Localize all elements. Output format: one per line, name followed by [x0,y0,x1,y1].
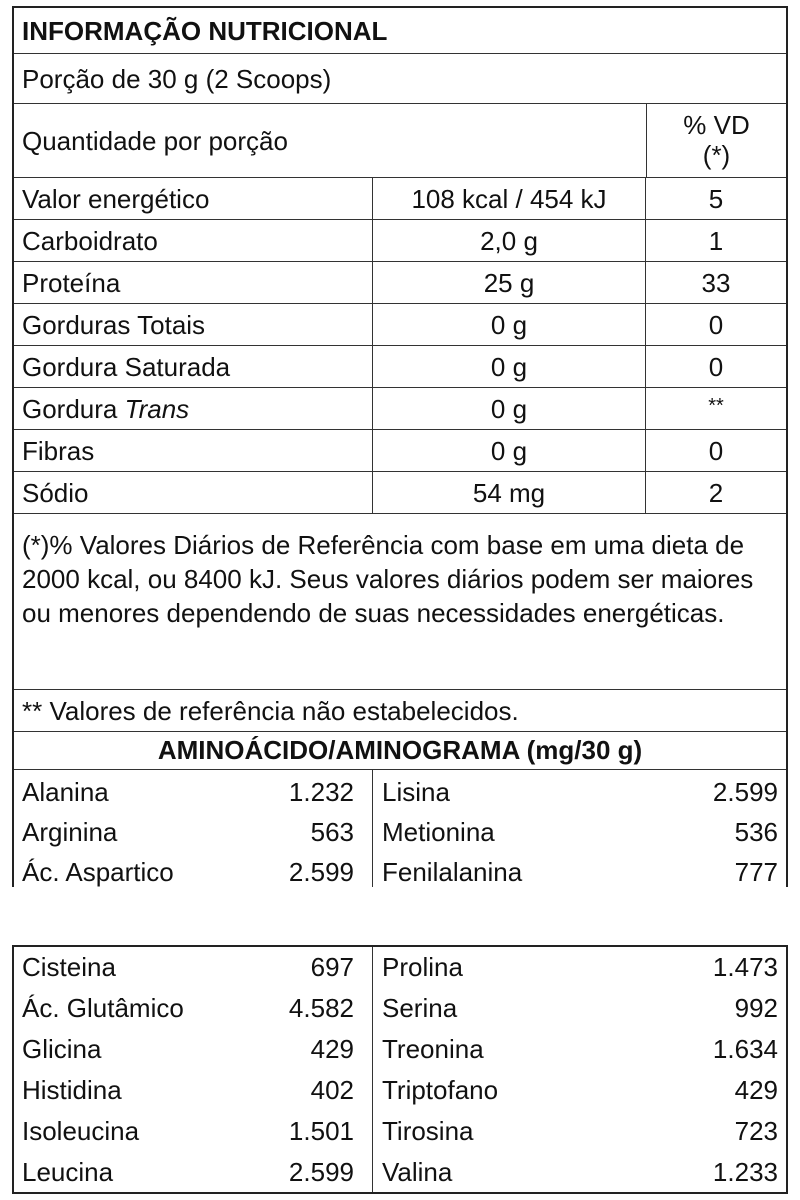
nutrient-name [22,388,378,429]
amino-row [14,947,786,987]
amino-name: Lisina [382,776,450,807]
amino-value: 4.582 [288,992,354,1023]
nutrient-name: Sódio [22,477,89,508]
nutrient-vd: 0 [708,309,724,340]
nutrient-name: Gorduras Totais [22,309,206,340]
amino-name: Isoleucina [22,1115,140,1146]
amino-value: 402 [310,1074,354,1105]
amino-value: 563 [310,816,354,847]
amino-name: Valina [382,1156,453,1187]
amino-name: Prolina [382,951,463,982]
nutrient-amount: 0 g [372,304,646,345]
amino-row [14,1029,786,1069]
amino-value: 429 [310,1033,354,1064]
amino-name: Ác. Glutâmico [22,992,184,1023]
label-title: INFORMAÇÃO NUTRICIONAL [14,8,786,54]
amino-row [14,852,786,892]
amino-name: Alanina [22,776,109,807]
amino-name: Leucina [22,1156,114,1187]
nutrient-vd: 1 [708,225,724,256]
amino-value: 1.232 [288,776,354,807]
nutrient-name: Gordura Saturada [22,351,231,382]
vd-header-line1: % VD [683,109,750,140]
nutrient-amount: 54 mg [372,472,646,513]
nutrient-name: Proteína [22,267,121,298]
nutrient-name: Fibras [22,435,95,466]
amino-name: Cisteina [22,951,116,982]
nutrient-name: Valor energético [22,183,210,214]
amino-name: Glicina [22,1033,102,1064]
vd-header [646,104,786,177]
nutrient-row [14,304,786,346]
nutrient-row [14,388,786,430]
amino-row [14,1152,786,1192]
daily-values-footnote: (*)% Valores Diários de Referência com base em uma dieta de 2000 kcal, ou 8400 kJ. Seus valores diários podem ser maiores ou menores dependendo de suas necessidades energéticas. [14,514,786,690]
nutrient-row [14,178,786,220]
nutrient-name-prefix: Gordura [22,393,118,424]
amino-row [14,1070,786,1110]
nutrient-vd: 0 [708,351,724,382]
aminogram-table-top [14,770,786,887]
nutrient-vd: 5 [708,183,724,214]
aminogram-table-bottom [12,945,788,1194]
nutrient-vd: 2 [708,477,724,508]
amino-value: 1.634 [712,1033,778,1064]
amino-name: Triptofano [382,1074,499,1105]
vd-header-line2: (*) [702,139,731,170]
amino-value: 723 [734,1115,778,1146]
amino-value: 429 [734,1074,778,1105]
nutrient-name-italic: Trans [124,393,190,424]
amino-value: 1.501 [288,1115,354,1146]
amino-row [14,988,786,1028]
amino-value: 992 [734,992,778,1023]
nutrient-amount: 0 g [372,388,646,429]
nutrient-amount: 25 g [372,262,646,303]
amino-value: 536 [734,816,778,847]
nutrition-facts-panel [12,6,788,887]
amino-row [14,1111,786,1151]
quantity-header: Quantidade por porção [22,125,288,156]
amino-row [14,772,786,812]
amino-name: Fenilalanina [382,856,523,887]
column-header-row [14,104,786,178]
serving-size: Porção de 30 g (2 Scoops) [14,54,786,104]
amino-value: 1.233 [712,1156,778,1187]
amino-value: 2.599 [288,1156,354,1187]
nutrient-row [14,262,786,304]
nutrient-amount: 0 g [372,430,646,471]
amino-value: 2.599 [712,776,778,807]
nutrient-row [14,472,786,514]
aminogram-title: AMINOÁCIDO/AMINOGRAMA (mg/30 g) [14,732,786,770]
amino-name: Serina [382,992,458,1023]
amino-value: 777 [734,856,778,887]
amino-name: Histidina [22,1074,122,1105]
amino-value: 2.599 [288,856,354,887]
not-established-footnote: ** Valores de referência não estabelecidos. [14,690,786,732]
amino-name: Tirosina [382,1115,474,1146]
nutrient-amount: 2,0 g [372,220,646,261]
nutrient-vd: 0 [708,435,724,466]
nutrient-name: Carboidrato [22,225,158,256]
amino-row [14,812,786,852]
nutrient-vd: 33 [701,267,731,298]
amino-name: Arginina [22,816,118,847]
nutrient-vd: ** [708,395,724,417]
amino-name: Ác. Aspartico [22,856,174,887]
amino-name: Treonina [382,1033,484,1064]
nutrient-row [14,430,786,472]
amino-value: 1.473 [712,951,778,982]
amino-name: Metionina [382,816,495,847]
nutrient-amount: 0 g [372,346,646,387]
nutrient-row [14,346,786,388]
amino-value: 697 [310,951,354,982]
nutrient-amount: 108 kcal / 454 kJ [372,178,646,219]
nutrient-row [14,220,786,262]
